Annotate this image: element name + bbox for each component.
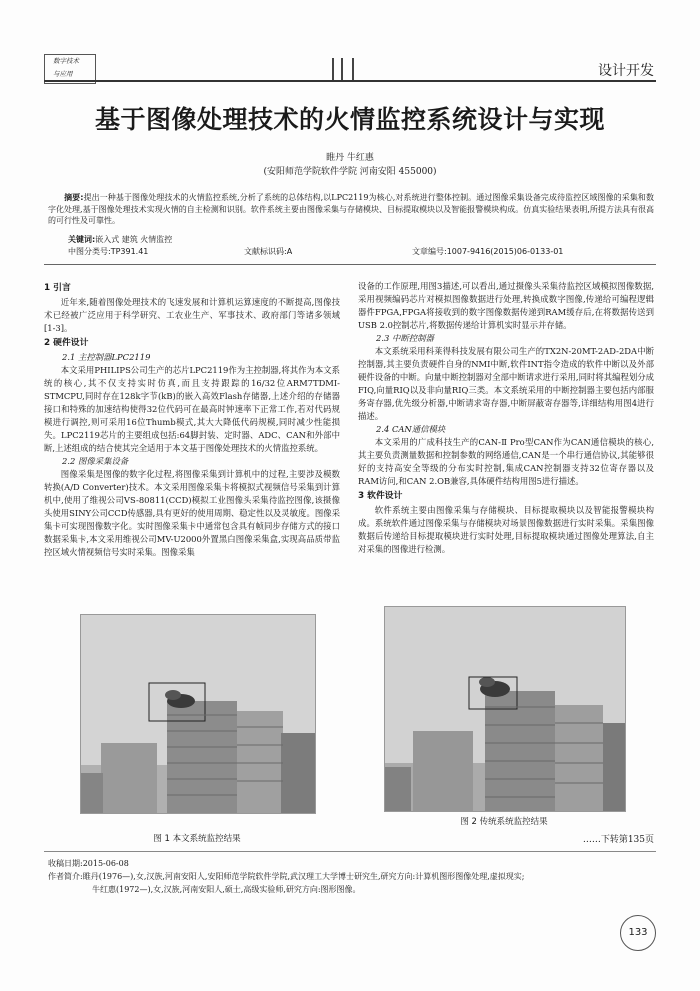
- figure-2-caption: 图 2 传统系统监控结果: [460, 817, 548, 827]
- clc-number: 中图分类号:TP391.41: [68, 247, 149, 256]
- subheading-image-capture: 2.2 图像采集设备: [62, 456, 129, 466]
- author-bio-2: 牛红惠(1972—),女,汉族,河南安阳人,硕士,高级实验师,研究方向:图形图像。: [92, 885, 361, 894]
- keywords-text: 嵌入式 建筑 火情监控: [95, 235, 173, 244]
- document-code: 文献标识码:A: [244, 247, 293, 256]
- left-column: [44, 280, 340, 559]
- journal-name-line2: 与应用: [53, 70, 73, 78]
- page-number: 133: [620, 915, 656, 951]
- author-affiliation: (安阳师范学院软件学院 河南安阳 455000): [263, 167, 437, 177]
- abstract: [48, 192, 654, 227]
- figure-2-image: [384, 606, 626, 812]
- paragraph-capture-cont: 设备的工作原理,用图3描述,可以看出,通过摄像头采集待监控区域模拟图像数据,采用视频编码芯片对模拟图像数据进行处理,转换成数字图像,传递给可编程逻辑器件FPGA,FPGA将接收到的数字图像数据传递到RAM缓存后,在将数据传送到USB 2.0控制芯片,将数据传递给计算机实时显示并存储。: [358, 281, 654, 330]
- article-authors: 睢丹 牛红惠: [326, 153, 374, 163]
- continued-note: ……下转第135页: [582, 835, 654, 845]
- author-bio-1: 作者简介:睢丹(1976—),女,汉族,河南安阳人,安阳师范学院软件学院,武汉理工大学博士研究生,研究方向:计算机图形图像处理,虚拟现实;: [48, 872, 525, 881]
- section-heading-intro: 1 引言: [44, 283, 71, 293]
- abstract-text: 提出一种基于图像处理技术的火情监控系统,分析了系统的总体结构,以LPC2119为核心,对系统进行整体控制。通过图像采集设备完成待监控区域图像的采集和数字化处理,基于图像处理技术实现火情的自主检测和识别。软件系统主要由图像采集与存储模块、目标提取模块以及智能报警模块构成。仿真实验结果表明,所提方法具有很高的可行性及可靠性。: [48, 193, 654, 225]
- figure-1-caption: 图 1 本文系统监控结果: [153, 834, 241, 844]
- keywords: [68, 234, 172, 245]
- figure-1-image: [80, 614, 316, 814]
- header-rule: [44, 80, 656, 82]
- abstract-label: 摘要:: [64, 193, 84, 202]
- footer-rule: [44, 851, 656, 852]
- paragraph-image-capture: 图像采集是图像的数字化过程,将图像采集到计算机中的过程,主要涉及模数转换(A/D Converter)技术。本文采用图像采集卡将模拟式视频信号采集到计算机中,使用了维视公司VS-80811(CCD)模拟工业图像头采集待监控图像,该摄像头使用SINY公司CCD传感器,具有更好的使用周期、稳定性以及灵敏度。图像采集卡可实现图像数字化。实时图像采集卡中通常包含具有帧同步存储方式的接口数据采集卡,本文采用维视公司MV-U2000外置黑白图像采集盒,实现高品质带监控区域火情视频信号实时采集。图像采集: [44, 469, 340, 557]
- subheading-can: 2.4 CAN通信模块: [376, 424, 446, 434]
- building-fire-photo: [81, 615, 315, 813]
- abstract-rule: [44, 264, 656, 265]
- paragraph-lpc2119: 本文采用PHILIPS公司生产的芯片LPC2119作为主控制器,将其作为本文系统的核心,其不仅支持实时仿真,而且支持跟踪的16/32位ARM7TDMI-STMCPU,同时存在128k字节(kB)的嵌入高效Flash存储器,上述介绍的存储器接口和特殊的加速结构使得32位代码可在最高时钟速率下正常工作,若对代码规模进行调控,则可采用16位Thumb模式,其大大降低代码规模,同时减少性能损失。LPC2119芯片的主要组成包括:64脚封装、定时器、ADC、CAN和外部中断,上述组成的结合使其完全适用于本文基于图像处理技术的火情监控系统。: [44, 365, 340, 453]
- received-date: 收稿日期:2015-06-08: [48, 859, 129, 868]
- paragraph-can: 本文采用的广成科技生产的CAN-Ⅱ Pro型CAN作为CAN通信模块的核心,其主要负责测量数据和控制参数的网络通信,CAN是一个串行通信协议,其能够很好的支持高安全等级的分布实时控制,集成CAN控制器支持32位寄存器以及RAM访问,和CAN 2.OB兼容,具体硬件结构用图5进行描述。: [358, 437, 654, 486]
- article-title: 基于图像处理技术的火情监控系统设计与实现: [94, 105, 605, 134]
- section-heading-hardware: 2 硬件设计: [44, 338, 89, 348]
- journal-name-line1: 数字技术: [53, 57, 79, 65]
- keywords-label: 关键词:: [68, 235, 96, 244]
- subheading-interrupt: 2.3 中断控制器: [376, 333, 434, 343]
- paragraph-intro: 近年来,随着图像处理技术的飞速发展和计算机运算速度的不断提高,图像技术已经被广泛应用于科学研究、工农业生产、军事技术、政府部门等诸多领域[1-3]。: [44, 297, 340, 333]
- header-bars: [332, 58, 362, 80]
- paragraph-software: 软件系统主要由图像采集与存储模块、目标提取模块以及智能报警模块构成。系统软件通过图像采集与存储模块对场景图像数据进行实时采集。采集图像数据后传递给目标提取模块进行实时处理,目标提取模块通过图像处理算法,自主对采集的图像进行检测。: [358, 505, 654, 554]
- article-id: 文章编号:1007-9416(2015)06-0133-01: [412, 247, 564, 256]
- building-fire-photo-traditional: [385, 607, 625, 811]
- section-label: 设计开发: [598, 63, 654, 79]
- right-column: [358, 280, 654, 556]
- paragraph-interrupt: 本文系统采用科莱得科技发展有限公司生产的TX2N-20MT-2AD-2DA中断控制器,其主要负责硬件自身的NMI中断,软件INT指令造成的软件中断以及外部硬件设备的中断。向量中断控制器对全部中断请求进行采用,同时将其编程划分成FIQ,向量RIQ以及非向量RIQ三类。本文系统采用的中断控制器主要包括内部服务寄存器,优先级分析器,中断请求寄存器,中断屏蔽寄存器等,详细结构用图4进行描述。: [358, 346, 654, 421]
- section-heading-software: 3 软件设计: [358, 491, 403, 501]
- subheading-lpc2119: 2.1 主控制器LPC2119: [62, 352, 151, 362]
